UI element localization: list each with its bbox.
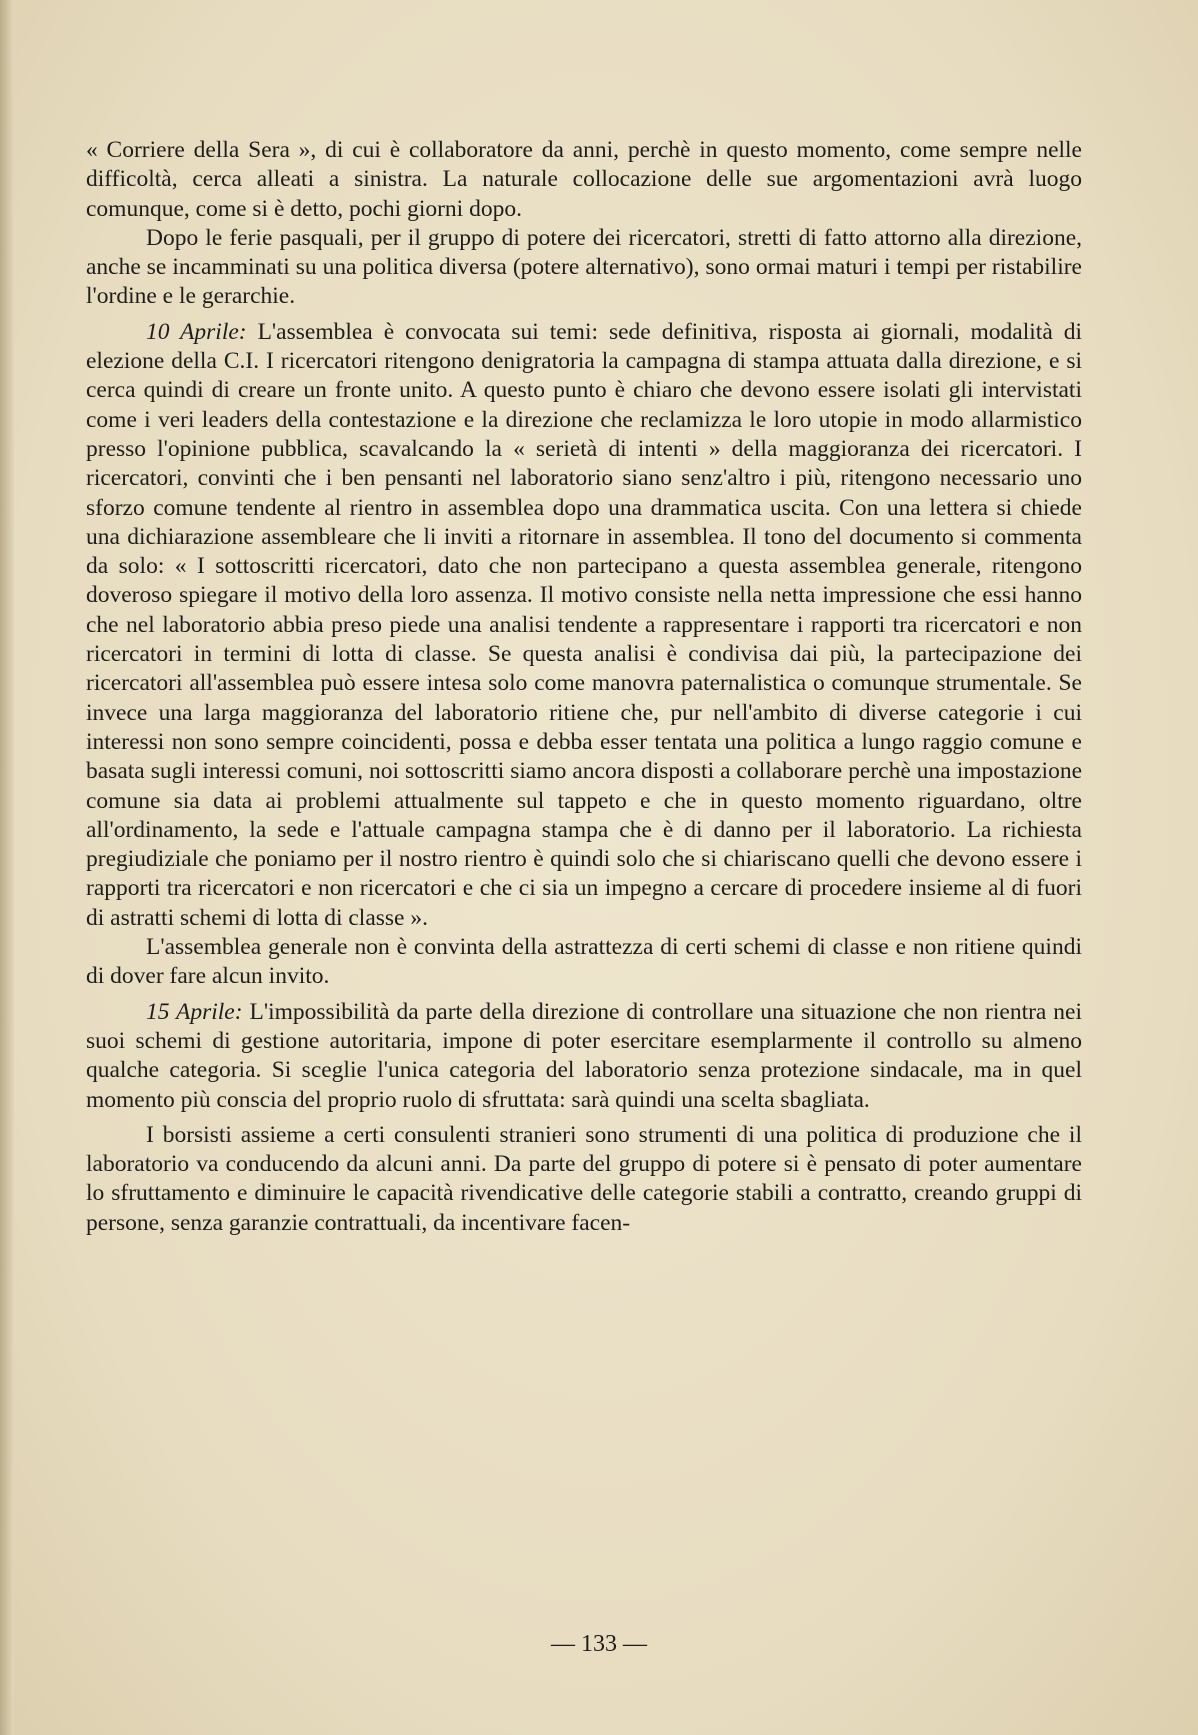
page-number: — 133 — — [551, 1631, 647, 1657]
paragraph-4 — [86, 933, 1082, 992]
paragraph-2 — [86, 224, 1082, 312]
paragraph-5-text: L'impossibilità da parte della direzione di controllare una situazione che non rientra nei suoi schemi di gestione autoritaria, impone di poter esercitare esemplarmente il controllo su almeno qualche categoria. Si sceglie l'unica categoria del laboratorio senza protezione sindacale, ma in quel momento più conscia del proprio ruolo di sfruttata: sarà quindi una scelta sbagliata. — [86, 998, 1082, 1113]
paragraph-3 — [86, 318, 1082, 933]
paragraph-5 — [86, 998, 1082, 1115]
paragraph-1-text: « Corriere della Sera », di cui è collaboratore da anni, perchè in questo momento, come sempre nelle difficoltà, cerca alleati a sinistra. La naturale collocazione delle sue argomentazioni avrà luogo comunque, come si è detto, pochi giorni dopo. — [86, 137, 1082, 222]
page-binding-edge — [0, 0, 14, 1735]
paragraph-6 — [86, 1121, 1082, 1238]
paragraph-3-text: L'assemblea è convocata sui temi: sede definitiva, risposta ai giornali, modalità di elezione della C.I. I ricercatori ritengono denigratoria la campagna di stampa attuata dalla direzione, e si cerca quindi di creare un fronte unito. A questo punto è chiaro che devono essere isolati gli intervistati come i veri leaders della contestazione e la direzione che reclamizza le loro utopie in modo allarmistico presso l'opinione pubblica, scavalcando la « serietà di intenti » della maggioranza dei ricercatori. I ricercatori, convinti che i ben pensanti nel laboratorio siano senz'altro i più, ritengono necessario uno sforzo comune tendente al rientro in assemblea dopo una drammatica uscita. Con una lettera si chiede una dichiarazione assembleare che li inviti a ritornare in assemblea. Il tono del documento si commenta da solo: « I sottoscritti ricercatori, dato che non partecipano a questa assemblea generale, ritengono doveroso spiegare il motivo della loro assenza. Il motivo consiste nella netta impressione che essi hanno che nel laboratorio abbia preso piede una analisi tendente a rappresentare i rapporti tra ricercatori e non ricercatori in termini di lotta di classe. Se questa analisi è condivisa dai più, la partecipazione dei ricercatori all'assemblea può essere intesa solo come manovra paternalistica o comunque strumentale. Se invece una larga maggioranza del laboratorio ritiene che, pur nell'ambito di diverse categorie i cui interessi non sono sempre coincidenti, possa e debba esser tentata una politica a lungo raggio comune e basata sugli interessi comuni, noi sottoscritti siamo ancora disposti a collaborare perchè una impostazione comune sia data ai problemi attualmente sul tappeto e che in questo momento riguardano, oltre all'ordinamento, la sede e l'attuale campagna stampa che è di danno per il laboratorio. La richiesta pregiudiziale che poniamo per il nostro rientro è quindi solo che si chiariscano quelli che devono essere i rapporti tra ricercatori e non ricercatori e che ci sia un impegno a cercare di procedere insieme al di fuori di astratti schemi di lotta di classe ». — [86, 318, 1082, 931]
paragraph-1 — [86, 136, 1082, 224]
paragraph-3-date: 10 Aprile: — [146, 318, 247, 345]
paragraph-4-text: L'assemblea generale non è convinta della astrattezza di certi schemi di classe e non ritiene quindi di dover fare alcun invito. — [86, 934, 1082, 990]
paragraph-2-text: Dopo le ferie pasquali, per il gruppo di potere dei ricercatori, stretti di fatto attorno alla direzione, anche se incamminati su una politica diversa (potere alternativo), sono ormai maturi i tempi per ristabilire l'ordine e le gerarchie. — [86, 224, 1082, 310]
paragraph-6-text: I borsisti assieme a certi consulenti stranieri sono strumenti di una politica di produzione che il laboratorio va conducendo da alcuni anni. Da parte del gruppo di potere si è pensato di poter aumentare lo sfruttamento e diminuire le capacità rivendicative delle categorie stabili a contratto, creando gruppi di persone, senza garanzie contrattuali, da incentivare facen- — [86, 1121, 1082, 1236]
paragraph-5-date: 15 Aprile: — [146, 998, 243, 1025]
body-text — [86, 136, 1082, 1238]
